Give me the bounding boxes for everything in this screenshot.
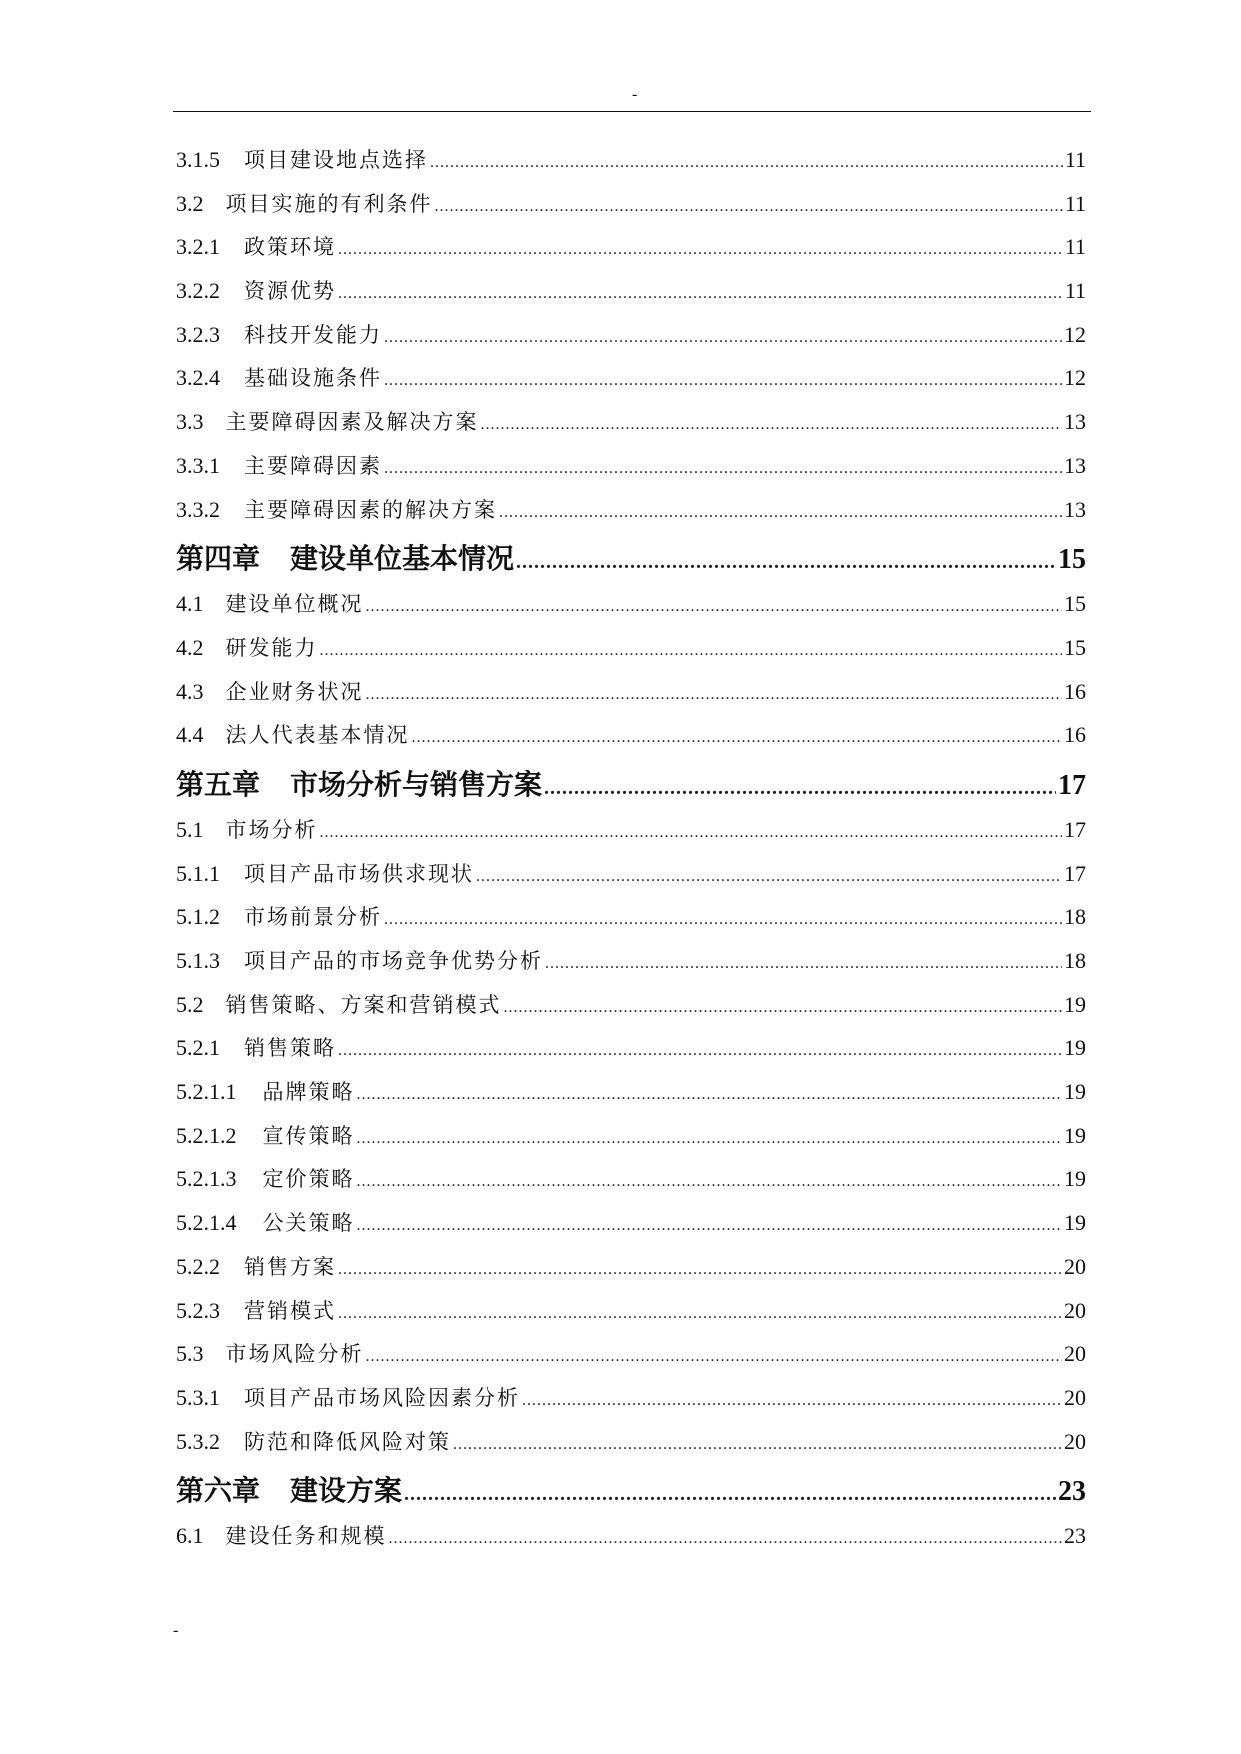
toc-entry-title: 销售策略、方案和营销模式 [225,992,502,1017]
toc-entry-row[interactable] [176,1207,1086,1251]
toc-entry-title: 主要障碍因素及解决方案 [225,410,479,435]
toc-entry-page: 23 [1058,1476,1086,1508]
toc-entry-row[interactable] [176,1295,1086,1339]
toc-entry-page: 16 [1064,722,1086,748]
toc-entry-page: 23 [1064,1523,1086,1549]
toc-entry-title: 建设任务和规模 [225,1524,387,1549]
toc-entry-title: 品牌策略 [262,1080,355,1105]
toc-entry-page: 12 [1064,365,1086,391]
toc-entry-title: 科技开发能力 [244,322,382,347]
toc-entry-number: 4.1 [176,591,204,617]
toc-entry-row[interactable] [176,858,1086,902]
toc-entry-page: 13 [1064,496,1086,522]
toc-entry-title: 市场分析 [225,817,318,842]
toc-entry-page: 17 [1064,860,1086,886]
toc-entry-title: 营销模式 [244,1298,336,1323]
toc-entry-number: 3.2.4 [176,365,220,391]
toc-entry-title: 项目产品市场供求现状 [244,861,474,886]
toc-dot-leader [338,241,1063,259]
toc-entry-row[interactable] [176,1032,1086,1076]
toc-entry-number: 5.2.2 [176,1253,220,1279]
toc-entry-row[interactable] [176,1338,1086,1382]
toc-entry-page: 19 [1064,1210,1086,1236]
header-mark: - [632,86,638,103]
toc-entry-number: 5.2.1.4 [176,1210,237,1236]
toc-entry-title: 防范和降低风险对策 [244,1429,451,1454]
toc-entry-title: 定价策略 [262,1167,355,1192]
toc-entry-page: 11 [1064,147,1086,172]
toc-entry-page: 19 [1064,1079,1086,1105]
toc-entry-row[interactable] [176,676,1086,720]
toc-entry-number: 3.2.2 [176,278,220,304]
toc-entry-page: 19 [1064,991,1086,1017]
toc-entry-number: 5.3.2 [176,1428,220,1454]
toc-dot-leader [412,729,1063,747]
toc-entry-title: 宣传策略 [262,1123,355,1148]
toc-chapter-row[interactable] [176,1469,1086,1520]
toc-entry-row[interactable] [176,275,1086,319]
toc-entry-page: 15 [1064,634,1086,660]
toc-dot-leader [522,1392,1062,1410]
toc-entry-number: 5.2.3 [176,1297,220,1323]
header-rule [173,111,1091,112]
toc-entry-page: 20 [1064,1428,1086,1454]
toc-entry-number: 5.2.1.3 [176,1166,237,1192]
toc-entry-number: 3.2 [176,190,204,216]
toc-entry-number: 5.2 [176,991,204,1017]
toc-dot-leader [453,1436,1062,1454]
toc-entry-number: 3.1.5 [176,147,220,172]
toc-entry-number: 5.2.1 [176,1035,220,1061]
toc-entry-title: 主要障碍因素 [244,453,382,478]
toc-entry-page: 20 [1064,1297,1086,1323]
toc-entry-title: 销售方案 [244,1254,336,1279]
toc-entry-row[interactable] [176,1382,1086,1426]
toc-entry-number: 5.3.1 [176,1384,220,1410]
toc-entry-title: 建设单位基本情况 [290,542,515,576]
toc-entry-row[interactable] [176,1076,1086,1120]
toc-entry-number: 5.1.2 [176,904,220,930]
toc-dot-leader [357,1217,1063,1235]
toc-entry-row[interactable] [176,1426,1086,1470]
toc-dot-leader [338,1305,1062,1323]
toc-entry-number: 5.1.1 [176,860,220,886]
toc-entry-row[interactable] [176,719,1086,763]
toc-entry-row[interactable] [176,588,1086,632]
toc-entry-page: 16 [1064,678,1086,704]
toc-dot-leader [357,1130,1063,1148]
toc-entry-row[interactable] [176,231,1086,275]
toc-entry-row[interactable] [176,450,1086,494]
toc-dot-leader [338,1261,1062,1279]
toc-entry-title: 项目产品的市场竞争优势分析 [244,949,543,973]
toc-dot-leader [544,777,1056,800]
toc-entry-row[interactable] [176,1251,1086,1295]
toc-entry-page: 12 [1064,321,1086,347]
toc-entry-page: 17 [1064,816,1086,842]
toc-dot-leader [320,642,1063,660]
toc-entry-row[interactable] [176,814,1086,858]
toc-entry-row[interactable] [176,901,1086,945]
toc-dot-leader [384,372,1062,390]
toc-entry-number: 5.1.3 [176,948,220,973]
toc-dot-leader [338,1042,1062,1060]
toc-entry-title: 建设方案 [290,1474,403,1508]
toc-entry-row[interactable] [176,632,1086,676]
toc-entry-title: 资源优势 [244,279,336,304]
toc-dot-leader [516,551,1056,574]
toc-entry-title: 销售策略 [244,1036,336,1061]
toc-entry-page: 18 [1064,948,1086,973]
toc-entry-number: 第四章 [176,542,261,576]
toc-entry-number: 5.1 [176,816,204,842]
toc-dot-leader [384,460,1062,478]
toc-entry-title: 基础设施条件 [244,366,382,391]
toc-entry-title: 项目实施的有利条件 [225,191,433,216]
toc-dot-leader [545,955,1062,973]
toc-entry-page: 15 [1058,544,1086,576]
toc-chapter-row[interactable] [176,763,1086,814]
toc-dot-leader [404,1483,1056,1506]
toc-entry-page: 15 [1064,591,1086,617]
toc-entry-title: 公关策略 [262,1211,355,1236]
toc-entry-number: 4.3 [176,678,204,704]
toc-entry-number: 3.3 [176,409,204,435]
toc-entry-page: 18 [1064,904,1086,930]
toc-entry-number: 5.2.1.2 [176,1122,237,1148]
toc-entry-number: 3.2.1 [176,234,220,260]
toc-entry-title: 法人代表基本情况 [225,723,410,748]
toc-entry-title: 项目产品市场风险因素分析 [244,1385,520,1410]
toc-entry-title: 市场前景分析 [244,905,382,930]
toc-entry-title: 项目建设地点选择 [244,148,428,172]
toc-dot-leader [357,1086,1063,1104]
toc-entry-title: 市场分析与销售方案 [290,767,543,801]
toc-entry-number: 第五章 [176,767,261,801]
toc-dot-leader [366,686,1063,704]
toc-entry-title: 市场风险分析 [225,1342,364,1367]
toc-entry-page: 13 [1064,452,1086,478]
toc-dot-leader [320,824,1063,842]
toc-entry-row[interactable] [176,144,1086,188]
toc-dot-leader [481,416,1063,434]
toc-entry-row[interactable] [176,1120,1086,1164]
toc-dot-leader [366,1348,1063,1366]
toc-entry-row[interactable] [176,989,1086,1033]
toc-entry-title: 主要障碍因素的解决方案 [244,497,497,522]
toc-entry-page: 11 [1064,278,1086,304]
toc-entry-page: 20 [1064,1253,1086,1279]
toc-dot-leader [476,868,1062,886]
toc-chapter-row[interactable] [176,537,1086,588]
toc-dot-leader [366,598,1063,616]
toc-entry-page: 19 [1064,1122,1086,1148]
toc-entry-number: 6.1 [176,1523,204,1549]
toc-entry-title: 研发能力 [225,635,318,660]
toc-entry-page: 11 [1064,234,1086,260]
toc-entry-number: 3.3.2 [176,496,220,522]
toc-entry-row[interactable] [176,188,1086,232]
toc-entry-page: 19 [1064,1035,1086,1061]
toc-entry-row[interactable] [176,362,1086,406]
toc-entry-number: 5.3 [176,1341,204,1367]
toc-dot-leader [384,329,1062,347]
toc-entry-page: 13 [1064,409,1086,435]
toc-entry-page: 20 [1064,1384,1086,1410]
toc-entry-row[interactable] [176,406,1086,450]
toc-entry-page: 17 [1058,769,1086,801]
toc-entry-title: 企业财务状况 [225,679,364,704]
toc-entry-number: 5.2.1.1 [176,1079,237,1105]
table-of-contents [176,144,1086,1564]
toc-dot-leader [384,911,1062,929]
toc-dot-leader [338,285,1063,303]
toc-entry-row[interactable] [176,945,1086,989]
toc-dot-leader [499,504,1062,522]
toc-entry-number: 4.2 [176,634,204,660]
toc-entry-row[interactable] [176,319,1086,363]
toc-dot-leader [389,1530,1063,1548]
toc-entry-row[interactable] [176,1163,1086,1207]
toc-entry-row[interactable] [176,1520,1086,1564]
toc-entry-number: 第六章 [176,1474,261,1508]
toc-entry-number: 3.2.3 [176,321,220,347]
toc-entry-number: 4.4 [176,722,204,748]
toc-entry-page: 20 [1064,1341,1086,1367]
toc-entry-row[interactable] [176,494,1086,538]
toc-entry-title: 政策环境 [244,235,336,260]
toc-entry-number: 3.3.1 [176,452,220,478]
toc-dot-leader [504,999,1063,1017]
toc-dot-leader [357,1173,1063,1191]
toc-entry-title: 建设单位概况 [225,592,364,617]
toc-entry-page: 11 [1064,190,1086,216]
toc-dot-leader [435,198,1063,216]
footer-mark: - [173,1622,179,1639]
toc-entry-page: 19 [1064,1166,1086,1192]
toc-dot-leader [430,154,1063,172]
